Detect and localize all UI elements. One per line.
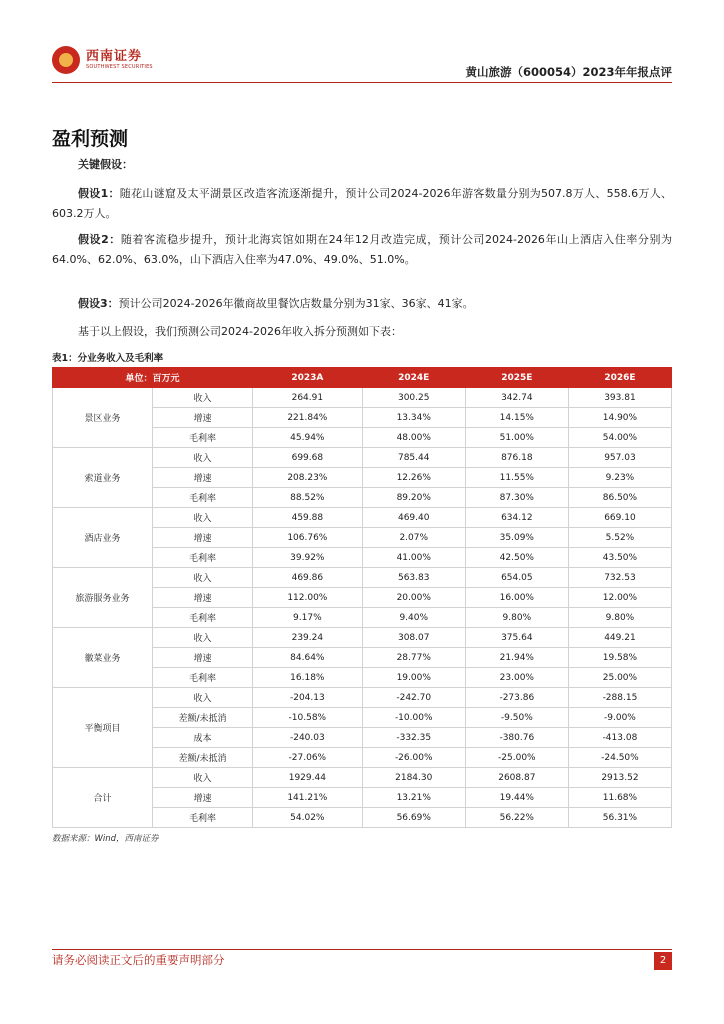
section-title: 盈利预测 <box>52 128 129 150</box>
value-cell: -273.86 <box>465 688 568 708</box>
value-cell: 12.00% <box>568 588 671 608</box>
value-cell: 2913.52 <box>568 768 671 788</box>
value-cell: 19.58% <box>568 648 671 668</box>
metric-cell: 收入 <box>153 628 253 648</box>
value-cell: 35.09% <box>465 528 568 548</box>
value-cell: -26.00% <box>362 748 465 768</box>
metric-cell: 毛利率 <box>153 668 253 688</box>
value-cell: 11.68% <box>568 788 671 808</box>
value-cell: 11.55% <box>465 468 568 488</box>
value-cell: 106.76% <box>253 528 363 548</box>
value-cell: 2.07% <box>362 528 465 548</box>
table-row <box>53 768 672 788</box>
metric-cell: 毛利率 <box>153 608 253 628</box>
segment-name-cell: 平衡项目 <box>53 688 153 768</box>
value-cell: 48.00% <box>362 428 465 448</box>
metric-cell: 毛利率 <box>153 548 253 568</box>
metric-cell: 增速 <box>153 528 253 548</box>
value-cell: -25.00% <box>465 748 568 768</box>
value-cell: 56.31% <box>568 808 671 828</box>
value-cell: 86.50% <box>568 488 671 508</box>
table-caption: 表1：分业务收入及毛利率 <box>52 353 164 364</box>
value-cell: 12.26% <box>362 468 465 488</box>
value-cell: 56.22% <box>465 808 568 828</box>
value-cell: 87.30% <box>465 488 568 508</box>
value-cell: 16.18% <box>253 668 363 688</box>
value-cell: 51.00% <box>465 428 568 448</box>
report-title: 黄山旅游（600054）2023年年报点评 <box>465 65 672 79</box>
value-cell: 221.84% <box>253 408 363 428</box>
value-cell: 2608.87 <box>465 768 568 788</box>
value-cell: 84.64% <box>253 648 363 668</box>
value-cell: 375.64 <box>465 628 568 648</box>
value-cell: 264.91 <box>253 388 363 408</box>
metric-cell: 差额/未抵消 <box>153 748 253 768</box>
key-assumptions-label: 关键假设： <box>78 158 133 171</box>
value-cell: -9.50% <box>465 708 568 728</box>
metric-cell: 增速 <box>153 788 253 808</box>
value-cell: 42.50% <box>465 548 568 568</box>
value-cell: 14.90% <box>568 408 671 428</box>
value-cell: 785.44 <box>362 448 465 468</box>
logo-mark-icon <box>52 46 80 74</box>
table-row <box>53 568 672 588</box>
value-cell: 1929.44 <box>253 768 363 788</box>
logo-en-text: SOUTHWEST SECURITIES <box>86 64 153 70</box>
table-row <box>53 448 672 468</box>
value-cell: 28.77% <box>362 648 465 668</box>
value-cell: -9.00% <box>568 708 671 728</box>
logo-cn-text: 西南证券 <box>86 49 143 64</box>
value-cell: 89.20% <box>362 488 465 508</box>
revenue-margin-table <box>52 367 672 828</box>
assumption-3 <box>52 294 672 314</box>
value-cell: 88.52% <box>253 488 363 508</box>
value-cell: 300.25 <box>362 388 465 408</box>
value-cell: -288.15 <box>568 688 671 708</box>
unit-header: 单位：百万元 <box>53 368 253 388</box>
metric-cell: 毛利率 <box>153 428 253 448</box>
metric-cell: 收入 <box>153 508 253 528</box>
value-cell: 9.17% <box>253 608 363 628</box>
value-cell: 957.03 <box>568 448 671 468</box>
year-header: 2026E <box>568 368 671 388</box>
value-cell: -24.50% <box>568 748 671 768</box>
segment-name-cell: 酒店业务 <box>53 508 153 568</box>
value-cell: 669.10 <box>568 508 671 528</box>
value-cell: 45.94% <box>253 428 363 448</box>
value-cell: -380.76 <box>465 728 568 748</box>
value-cell: 14.15% <box>465 408 568 428</box>
assumption-2-text: 随着客流稳步提升，预计北海宾馆如期在24年12月改造完成，预计公司2024-2026年山上酒店入住率分别为64.0%、62.0%、63.0%，山下酒店入住率为47.0%、49.0%、51.0%。 <box>52 233 673 266</box>
metric-cell: 收入 <box>153 768 253 788</box>
segment-name-cell: 景区业务 <box>53 388 153 448</box>
value-cell: -413.08 <box>568 728 671 748</box>
segment-name-cell: 合计 <box>53 768 153 828</box>
value-cell: 469.40 <box>362 508 465 528</box>
value-cell: 19.00% <box>362 668 465 688</box>
value-cell: 21.94% <box>465 648 568 668</box>
value-cell: -10.00% <box>362 708 465 728</box>
segment-name-cell: 徽菜业务 <box>53 628 153 688</box>
value-cell: 342.74 <box>465 388 568 408</box>
value-cell: 43.50% <box>568 548 671 568</box>
metric-cell: 差额/未抵消 <box>153 708 253 728</box>
value-cell: 5.52% <box>568 528 671 548</box>
value-cell: 141.21% <box>253 788 363 808</box>
table-header-row <box>53 368 672 388</box>
value-cell: 20.00% <box>362 588 465 608</box>
value-cell: 19.44% <box>465 788 568 808</box>
segment-name-cell: 索道业务 <box>53 448 153 508</box>
assumption-1-label: 假设1： <box>78 187 120 200</box>
value-cell: 13.34% <box>362 408 465 428</box>
metric-cell: 收入 <box>153 568 253 588</box>
value-cell: 459.88 <box>253 508 363 528</box>
summary-paragraph: 基于以上假设，我们预测公司2024-2026年收入拆分预测如下表： <box>78 325 402 338</box>
value-cell: 469.86 <box>253 568 363 588</box>
assumption-2-label: 假设2： <box>78 233 121 246</box>
value-cell: 9.80% <box>568 608 671 628</box>
data-source: 数据来源：Wind，西南证券 <box>52 834 159 844</box>
value-cell: 449.21 <box>568 628 671 648</box>
table-row <box>53 688 672 708</box>
metric-cell: 收入 <box>153 448 253 468</box>
segment-name-cell: 旅游服务业务 <box>53 568 153 628</box>
table-row <box>53 508 672 528</box>
value-cell: 563.83 <box>362 568 465 588</box>
value-cell: -204.13 <box>253 688 363 708</box>
value-cell: -242.70 <box>362 688 465 708</box>
metric-cell: 收入 <box>153 388 253 408</box>
metric-cell: 成本 <box>153 728 253 748</box>
assumption-2 <box>52 230 672 270</box>
metric-cell: 毛利率 <box>153 488 253 508</box>
assumption-1-text: 随花山谜窟及太平湖景区改造客流逐渐提升，预计公司2024-2026年游客数量分别为507.8万人、558.6万人、603.2万人。 <box>52 187 673 220</box>
key-assumptions-heading <box>52 155 672 175</box>
metric-cell: 增速 <box>153 468 253 488</box>
value-cell: 732.53 <box>568 568 671 588</box>
assumption-1 <box>52 184 672 224</box>
value-cell: 41.00% <box>362 548 465 568</box>
assumption-3-label: 假设3： <box>78 297 119 310</box>
value-cell: -27.06% <box>253 748 363 768</box>
value-cell: 16.00% <box>465 588 568 608</box>
header-divider <box>52 82 672 83</box>
value-cell: 23.00% <box>465 668 568 688</box>
value-cell: 9.23% <box>568 468 671 488</box>
value-cell: 699.68 <box>253 448 363 468</box>
value-cell: -240.03 <box>253 728 363 748</box>
value-cell: 39.92% <box>253 548 363 568</box>
footer-divider <box>52 949 672 950</box>
value-cell: 112.00% <box>253 588 363 608</box>
metric-cell: 增速 <box>153 588 253 608</box>
value-cell: 654.05 <box>465 568 568 588</box>
year-header: 2025E <box>465 368 568 388</box>
value-cell: 308.07 <box>362 628 465 648</box>
value-cell: 208.23% <box>253 468 363 488</box>
value-cell: 54.00% <box>568 428 671 448</box>
disclaimer-note: 请务必阅读正文后的重要声明部分 <box>52 953 225 967</box>
value-cell: 25.00% <box>568 668 671 688</box>
value-cell: -332.35 <box>362 728 465 748</box>
value-cell: 9.40% <box>362 608 465 628</box>
metric-cell: 增速 <box>153 648 253 668</box>
page-number: 2 <box>654 952 672 970</box>
metric-cell: 收入 <box>153 688 253 708</box>
value-cell: -10.58% <box>253 708 363 728</box>
value-cell: 54.02% <box>253 808 363 828</box>
metric-cell: 毛利率 <box>153 808 253 828</box>
assumption-3-text: 预计公司2024-2026年徽商故里餐饮店数量分别为31家、36家、41家。 <box>118 297 474 310</box>
company-logo <box>52 44 153 76</box>
value-cell: 13.21% <box>362 788 465 808</box>
value-cell: 9.80% <box>465 608 568 628</box>
value-cell: 876.18 <box>465 448 568 468</box>
value-cell: 239.24 <box>253 628 363 648</box>
year-header: 2024E <box>362 368 465 388</box>
table-row <box>53 628 672 648</box>
metric-cell: 增速 <box>153 408 253 428</box>
table-row <box>53 388 672 408</box>
year-header: 2023A <box>253 368 363 388</box>
value-cell: 393.81 <box>568 388 671 408</box>
value-cell: 56.69% <box>362 808 465 828</box>
value-cell: 2184.30 <box>362 768 465 788</box>
value-cell: 634.12 <box>465 508 568 528</box>
